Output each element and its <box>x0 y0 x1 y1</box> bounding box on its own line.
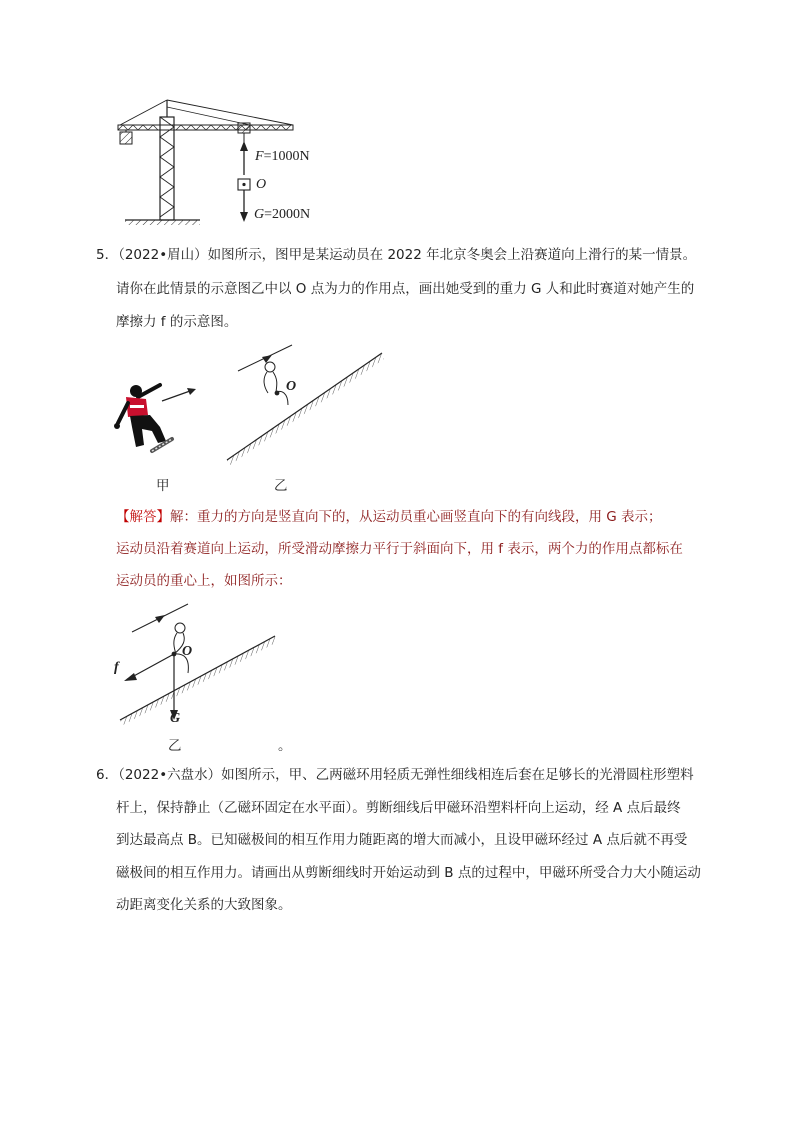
q6-line1: 6．（2022•六盘水）如图所示，甲、乙两磁环用轻质无弹性细线相连后套在足够长的光滑圆柱形塑料 <box>96 767 694 783</box>
answer-f-label: f <box>114 660 119 675</box>
crane-figure <box>110 95 370 230</box>
fig-yi-caption: 乙 <box>274 478 288 494</box>
slope-diagram-question <box>222 335 392 470</box>
crane-diagram <box>110 95 370 230</box>
q6-line4: 磁极间的相互作用力。请画出从剪断细线时开始运动到 B 点的过程中，甲磁环所受合力大小随运动 <box>116 865 701 881</box>
q6-line2: 杆上，保持静止（乙磁环固定在水平面）。剪断细线后甲磁环沿塑料杆向上运动，经 A 点后最终 <box>116 800 681 816</box>
answer-slope-diagram <box>110 598 285 748</box>
answer-figure <box>110 598 285 748</box>
point-o-label: O <box>256 177 267 192</box>
q6-line5: 动距离变化关系的大致图象。 <box>116 897 292 913</box>
fig-yi-point-o: O <box>286 379 297 394</box>
answer-line1 <box>116 501 662 533</box>
answer-line2: 运动员沿着赛道向上运动，所受滑动摩擦力平行于斜面向下，用 f 表示，两个力的作用点都标在 <box>116 541 683 557</box>
force-f-label: F=1000N <box>255 149 310 164</box>
force-g-label: G=2000N <box>254 207 311 222</box>
q5-line2: 请你在此情景的示意图乙中以 O 点为力的作用点，画出她受到的重力 G 人和此时赛道对她产生的 <box>116 281 695 297</box>
answer-line1-text: 解：重力的方向是竖直向下的，从运动员重心画竖直向下的有向线段，用 G 表示； <box>170 509 662 525</box>
skier-motion-arrow <box>160 385 200 405</box>
answer-trailing-period: 。 <box>278 738 292 754</box>
skier-photo <box>108 375 198 465</box>
slope-figure-question <box>222 335 392 470</box>
q6-line3: 到达最高点 B。已知磁极间的相互作用力随距离的增大而减小，且设甲磁环经过 A 点后就不再受 <box>116 832 688 848</box>
q5-line3: 摩擦力 f 的示意图。 <box>116 314 238 330</box>
answer-fig-caption: 乙 <box>168 738 182 754</box>
answer-line3: 运动员的重心上，如图所示： <box>116 573 292 589</box>
q5-line1: 5．（2022•眉山）如图所示，图甲是某运动员在 2022 年北京冬奥会上沿赛道向上滑行的某一情景。 <box>96 247 697 263</box>
answer-o-label: O <box>182 644 193 659</box>
fig-jia-caption: 甲 <box>156 478 170 494</box>
answer-tag: 【解答】 <box>116 509 170 525</box>
answer-g-label: G <box>170 711 181 726</box>
